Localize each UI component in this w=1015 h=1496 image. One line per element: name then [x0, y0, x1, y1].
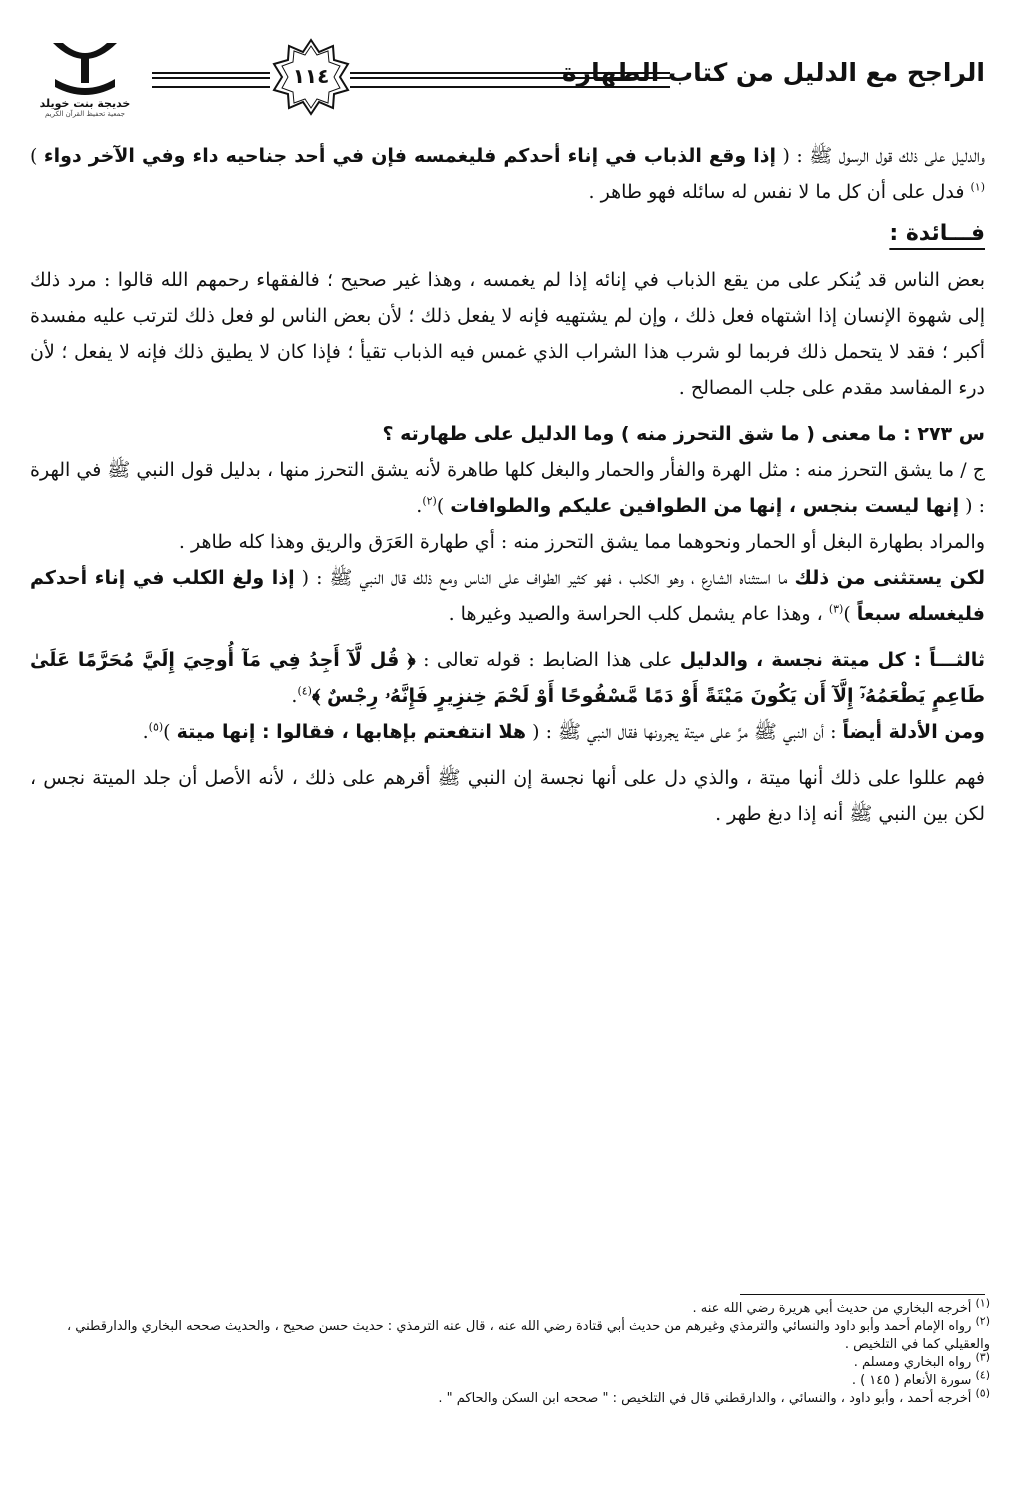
bold-lead: ثالثـــاً : كل ميتة نجسة ، والدليل [679, 649, 985, 671]
book-logo-icon [45, 35, 125, 97]
text-run: على هذا الضابط : قوله تعالى : [415, 649, 680, 671]
text-run: ، وهذا عام يشمل كلب الحراسة والصيد وغيرها . [448, 603, 829, 625]
paragraph-4: والمراد بطهارة البغل أو الحمار ونحوهما مما يشق التحرز منه : أي طهارة العَرَق والريق وهذا كله طاهر . [178, 531, 985, 553]
footnote-ref: (٤) [297, 684, 312, 698]
text-run: ) [843, 603, 857, 625]
footnote-2 [30, 1314, 990, 1354]
text-run: : أن النبي ﷺ مرَّ على ميتة يجرونها فقال النبي ﷺ : ( [526, 721, 843, 743]
running-title: الراجح مع الدليل من كتاب الطهارة [561, 58, 985, 87]
footnote-5 [30, 1386, 990, 1408]
footnote-ref: (٢) [422, 494, 437, 508]
paragraph-7 [30, 714, 985, 750]
footnote-ref: (٥) [148, 720, 164, 734]
footnote-number: (١) [975, 1296, 990, 1310]
section-heading: فـــائدة : [889, 221, 985, 246]
text-run: ) [436, 495, 451, 517]
text-run: ) [30, 145, 44, 167]
footnote-ref: (١) [970, 180, 985, 194]
logo-subtext: جمعية تحفيظ القرآن الكريم [44, 110, 126, 118]
footnote-text: أخرجه البخاري من حديث أبي هريرة رضي الله عنه . [692, 1301, 976, 1316]
footnote-4 [30, 1368, 990, 1390]
text-run: ) [163, 721, 177, 743]
footnote-divider [740, 1294, 985, 1295]
text-run: ج / ما يشق التحرز منه : مثل الهرة والفأر والحمار والبغل كلها طاهرة لأنه يشق التحرز منها ، بدليل قول النبي ﷺ في الهرة : ( [30, 459, 985, 517]
paragraph-6 [30, 642, 985, 714]
logo-text: خديجة بنت خويلد [39, 97, 131, 110]
bold-lead: لكن يستثنى من ذلك [794, 567, 985, 589]
paragraph-3 [30, 452, 985, 524]
page-number: ١١٤ [292, 64, 330, 88]
text-run: . [416, 495, 423, 517]
footnote-1 [30, 1296, 990, 1318]
text-run: فدل على أن كل ما لا نفس له سائله فهو طاهر . [588, 181, 971, 203]
footnote-number: (٢) [975, 1314, 990, 1328]
question-heading: س ٢٧٣ : ما معنى ( ما شق التحرز منه ) وما الدليل على طهارته ؟ [382, 423, 985, 445]
text-run: والدليل على ذلك قول الرسول ﷺ : ( [776, 145, 985, 167]
footnotes [30, 1296, 990, 1408]
footnote-ref: (٣) [828, 602, 844, 616]
paragraph-1 [30, 138, 985, 210]
page-header [20, 30, 995, 120]
hadith-quote: إنها ليست بنجس ، إنها من الطوافين عليكم والطوافات [450, 495, 960, 517]
footnote-text: أخرجه أحمد ، وأبو داود ، والنسائي ، والدارقطني قال في التلخيص : " صححه ابن السكن والحاكم " . [438, 1391, 976, 1406]
main-text [30, 138, 985, 832]
paragraph-2: بعض الناس قد يُنكر على من يقع الذباب في إنائه إذا لم يغمسه ، وهذا غير صحيح ؛ فالفقهاء رحمهم الله قالوا : مرد ذلك إلى شهوة الإنسان إذا اشتهاه فعل ذلك ، وإن لم يشتهيه فإنه لا يفعل ذلك ؛ لأن بعض الناس لو فعل ذلك لترتب عليه مفسدة أكبر ؛ فقد لا يتحمل ذلك فربما لو شرب هذا الشراب الذي غمس فيه الذباب تقيأ ؛ فإذا كان لا يطيق ذلك فإنه لا يفعل ؛ لأن درء المفاسد مقدم على جلب المصالح . [30, 269, 985, 399]
footnote-number: (٥) [975, 1386, 990, 1400]
bold-lead: ومن الأدلة أيضاً [842, 721, 985, 743]
header-rule-left [152, 72, 270, 88]
footnote-3 [30, 1350, 990, 1372]
paragraph-8: فهم عللوا على ذلك أنها ميتة ، والذي دل على أنها نجسة إن النبي ﷺ أقرهم على ذلك ، لأنه الأصل أن جلد الميتة نجس ، لكن بين النبي ﷺ أنه إذا دبغ طهر . [30, 767, 985, 825]
text-run: . [142, 721, 149, 743]
footnote-text: رواه البخاري ومسلم . [853, 1355, 976, 1370]
quran-verse: ﴿ قُل لَّآ أَجِدُ فِي مَآ أُوحِيَ إِلَيَّ مُحَرَّمًا عَلَىٰ طَاعِمٍ يَطْعَمُهُۥٓ إِلَّآ أَن يَكُونَ مَيْتَةً أَوْ دَمًا مَّسْفُوحًا أَوْ لَحْمَ خِنزِيرٍ فَإِنَّهُۥ رِجْسٌ ﴾ [30, 649, 985, 707]
hadith-quote: إذا وقع الذباب في إناء أحدكم فليغمسه فإن في أحد جناحيه داء وفي الآخر دواء [43, 145, 777, 167]
footnote-number: (٤) [975, 1368, 990, 1382]
hadith-quote: إذا ولغ الكلب في إناء أحدكم فليغسله سبعاً [30, 567, 985, 625]
footnote-text: رواه الإمام أحمد وأبو داود والنسائي والترمذي وغيرهم من حديث أبي قتادة رضي الله عنه ، قال عنه الترمذي : حديث حسن صحيح ، والحديث صححه البخاري والدارقطني ، والعقيلي كما في التلخيص . [66, 1319, 990, 1352]
text-run: ما استثناه الشارع ، وهو الكلب ، فهو كثير الطواف على الناس ومع ذلك قال النبي ﷺ : ( [294, 567, 795, 589]
footnote-text: سورة الأنعام ( ١٤٥ ) . [851, 1373, 976, 1388]
text-run: . [291, 685, 298, 707]
hadith-quote: هلا انتفعتم بإهابها ، فقالوا : إنها ميتة [176, 721, 527, 743]
paragraph-5 [30, 560, 985, 632]
footnote-number: (٣) [975, 1350, 990, 1364]
page-number-badge [272, 38, 350, 116]
publisher-logo [30, 35, 140, 130]
